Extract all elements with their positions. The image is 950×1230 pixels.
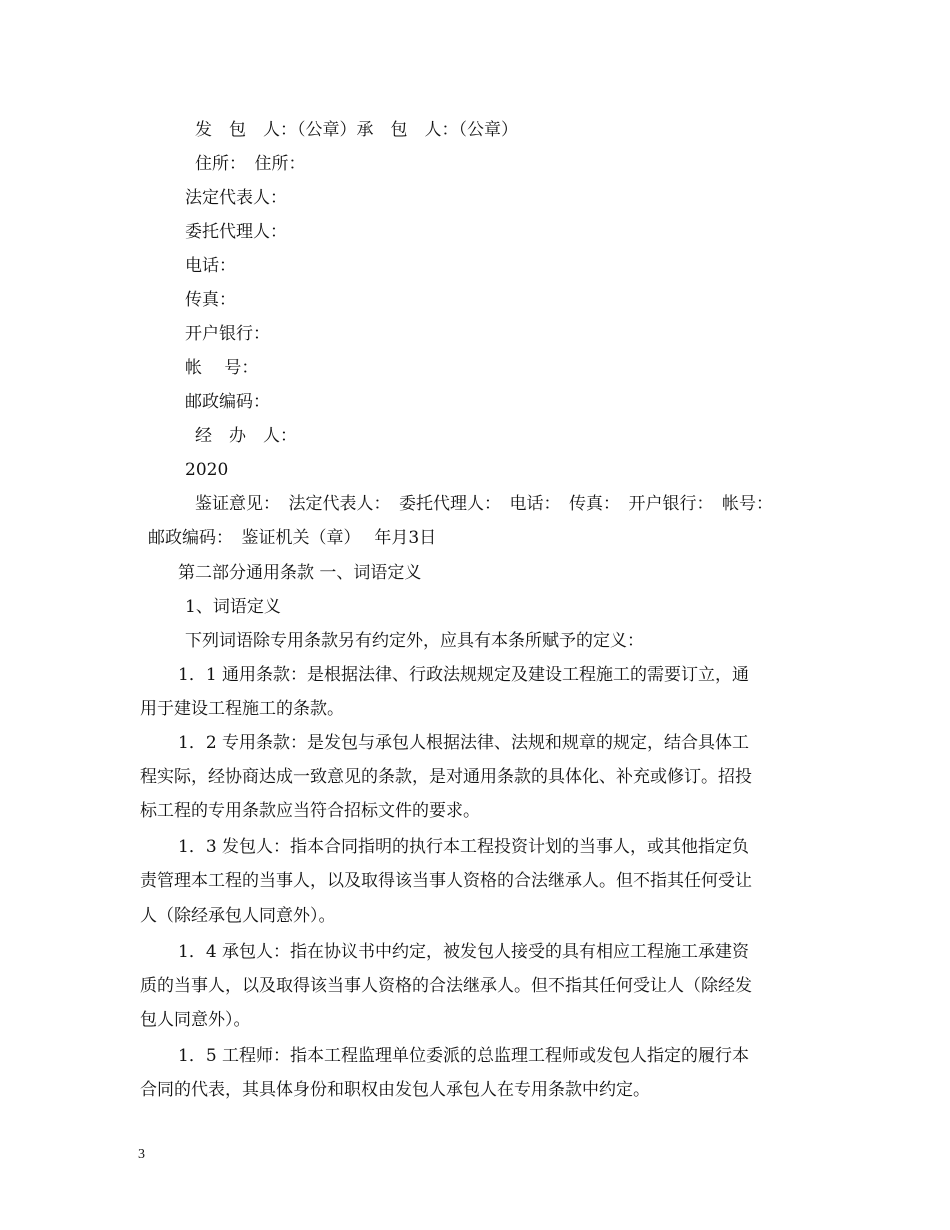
page-number: 3: [138, 1147, 145, 1162]
clause-line: 包人同意外）。: [140, 1010, 251, 1030]
clause-line: 合同的代表，其具体身份和职权由发包人承包人在专用条款中约定。: [140, 1080, 650, 1100]
clause-line: 人（除经承包人同意外）。: [140, 906, 336, 926]
postcode-line: 邮政编码：: [185, 392, 270, 412]
verification-line-2: 邮政编码： 鉴证机关（章） 年月3日: [148, 528, 437, 548]
year-line: 2020: [185, 460, 229, 480]
handler-line: 经 办 人：: [195, 426, 297, 446]
verification-line-1: 鉴证意见： 法定代表人： 委托代理人： 电话： 传真： 开户银行： 帐号：: [195, 494, 773, 514]
section-heading: 第二部分通用条款 一、词语定义: [178, 563, 422, 583]
clause-line: 1．2 专用条款：是发包与承包人根据法律、法规和规章的规定，结合具体工: [178, 733, 750, 753]
account-line: 帐 号：: [185, 358, 259, 378]
clause-line: 质的当事人，以及取得该当事人资格的合法继承人。但不指其任何受让人（除经发: [140, 976, 752, 996]
clause-line: 1．1 通用条款：是根据法律、行政法规规定及建设工程施工的需要订立，通: [178, 665, 750, 685]
clause-line: 1．3 发包人：指本合同指明的执行本工程投资计划的当事人，或其他指定负: [178, 837, 750, 857]
phone-line: 电话：: [185, 256, 236, 276]
parties-line: 发 包 人：（公章）承 包 人：（公章）: [195, 120, 518, 140]
address-line: 住所： 住所：: [195, 154, 306, 174]
section-intro: 下列词语除专用条款另有约定外，应具有本条所赋予的定义：: [185, 631, 644, 651]
clause-line: 用于建设工程施工的条款。: [140, 699, 344, 719]
clause-line: 1．5 工程师：指本工程监理单位委派的总监理工程师或发包人指定的履行本: [178, 1046, 750, 1066]
clause-line: 责管理本工程的当事人，以及取得该当事人资格的合法继承人。但不指其任何受让: [140, 871, 752, 891]
legal-rep-line: 法定代表人：: [185, 188, 287, 208]
agent-line: 委托代理人：: [185, 222, 287, 242]
bank-line: 开户银行：: [185, 324, 270, 344]
fax-line: 传真：: [185, 290, 236, 310]
clause-line: 标工程的专用条款应当符合招标文件的要求。: [140, 801, 480, 821]
section-subheading: 1、词语定义: [185, 597, 281, 617]
clause-line: 程实际，经协商达成一致意见的条款，是对通用条款的具体化、补充或修订。招投: [140, 767, 752, 787]
clause-line: 1．4 承包人：指在协议书中约定，被发包人接受的具有相应工程施工承建资: [178, 942, 750, 962]
